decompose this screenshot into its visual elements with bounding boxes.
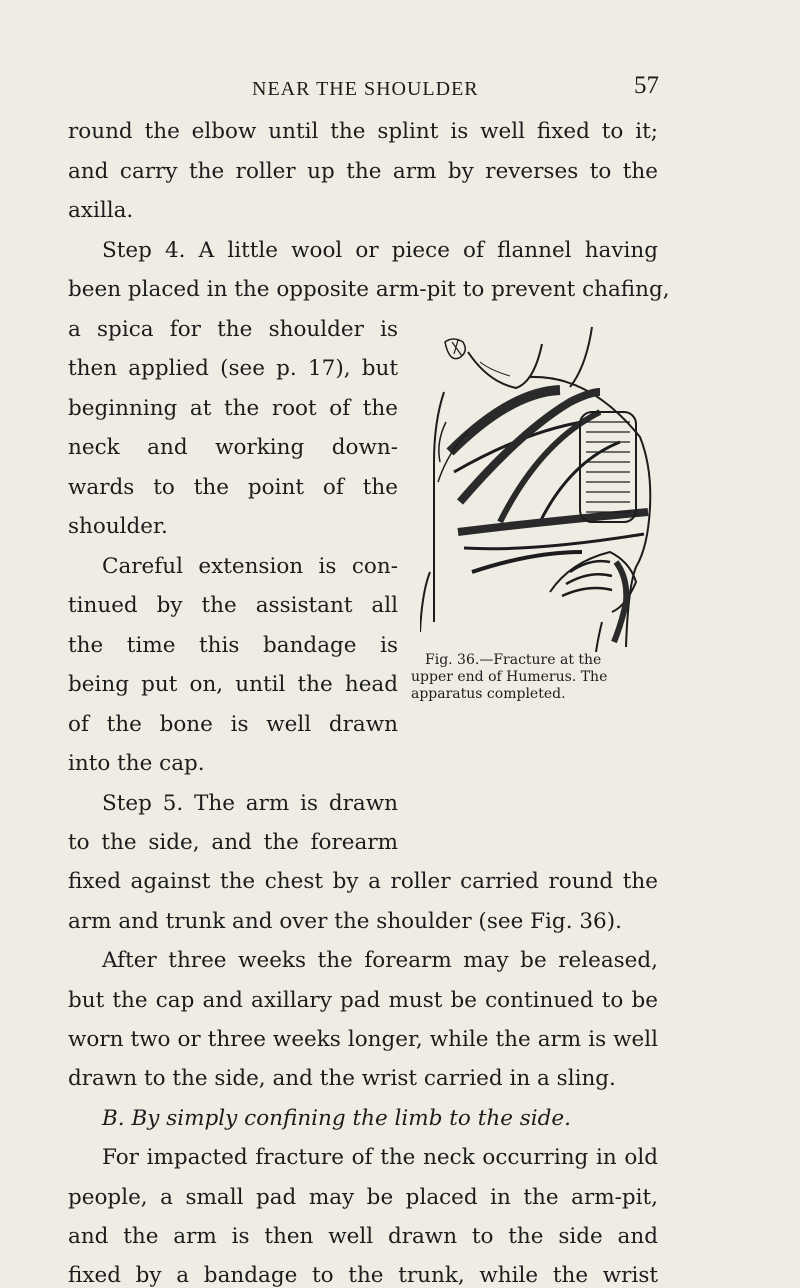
caption-line: upper end of Humerus. The bbox=[411, 669, 608, 685]
body-line: After three weeks the forearm may be released, bbox=[102, 948, 658, 973]
figure-illustration bbox=[420, 322, 660, 652]
body-line: to the side, and the forearm bbox=[68, 830, 398, 855]
body-line: a spica for the shoulder is bbox=[68, 317, 398, 342]
body-line: but the cap and axillary pad must be continued to be bbox=[68, 988, 658, 1013]
body-line: Careful extension is con- bbox=[102, 554, 398, 579]
body-line: Step 5. The arm is drawn bbox=[102, 791, 398, 816]
body-line: arm and trunk and over the shoulder (see Fig. 36). bbox=[68, 909, 622, 934]
body-line: For impacted fracture of the neck occurring in old bbox=[102, 1145, 658, 1170]
body-line: of the bone is well drawn bbox=[68, 712, 398, 737]
section-heading: B. By simply confining the limb to the side. bbox=[102, 1106, 571, 1131]
body-line: been placed in the opposite arm-pit to prevent chafing, bbox=[68, 277, 670, 302]
body-line: beginning at the root of the bbox=[68, 396, 398, 421]
body-line: axilla. bbox=[68, 198, 134, 223]
caption-line: apparatus completed. bbox=[411, 686, 566, 702]
body-line: the time this bandage is bbox=[68, 633, 398, 658]
body-line: and carry the roller up the arm by reverses to the bbox=[68, 159, 658, 184]
figure-caption bbox=[411, 652, 659, 703]
body-line: being put on, until the head bbox=[68, 672, 398, 697]
body-line: tinued by the assistant all bbox=[68, 593, 398, 618]
caption-line: Fig. 36.—Fracture at the bbox=[425, 652, 602, 668]
body-line: drawn to the side, and the wrist carried in a sling. bbox=[68, 1066, 616, 1091]
body-line: shoulder. bbox=[68, 514, 168, 539]
body-line: neck and working down- bbox=[68, 435, 398, 460]
body-line: wards to the point of the bbox=[68, 475, 398, 500]
body-line: into the cap. bbox=[68, 751, 205, 776]
body-line: fixed by a bandage to the trunk, while the wrist bbox=[68, 1263, 658, 1288]
running-title: NEAR THE SHOULDER bbox=[252, 78, 479, 100]
page-header bbox=[0, 72, 800, 106]
page-number: 57 bbox=[634, 72, 659, 99]
body-line: round the elbow until the splint is well fixed to it; bbox=[68, 119, 658, 144]
body-line: fixed against the chest by a roller carried round the bbox=[68, 869, 658, 894]
body-line: Step 4. A little wool or piece of flannel having bbox=[102, 238, 658, 263]
body-line: then applied (see p. 17), but bbox=[68, 356, 398, 381]
body-line: worn two or three weeks longer, while the arm is well bbox=[68, 1027, 658, 1052]
body-line: people, a small pad may be placed in the arm-pit, bbox=[68, 1185, 658, 1210]
body-line: and the arm is then well drawn to the side and bbox=[68, 1224, 658, 1249]
